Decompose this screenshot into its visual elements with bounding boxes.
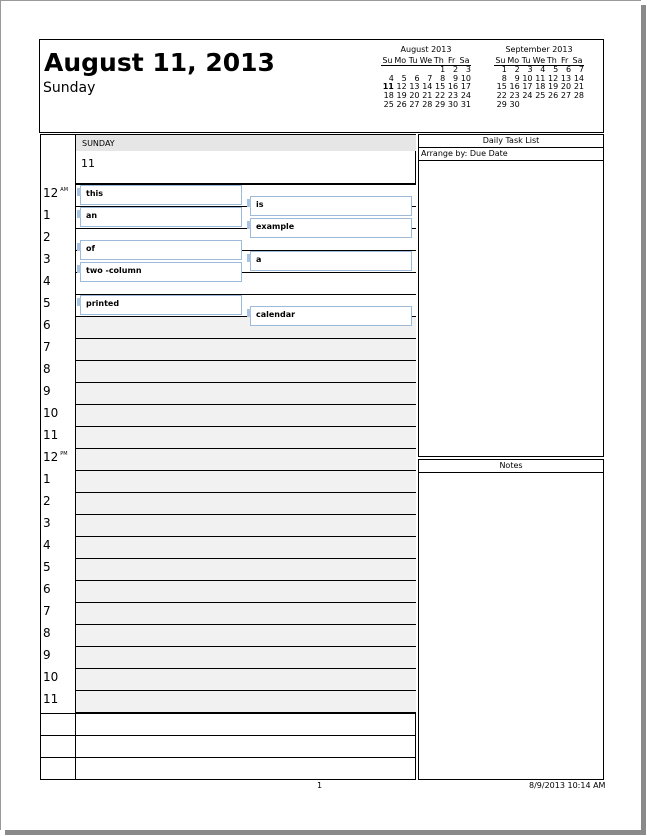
hour-label: 4 (43, 274, 51, 288)
day-schedule (40, 134, 416, 780)
calendar-day[interactable]: 2 (514, 65, 520, 75)
hour-label: 2 (43, 494, 51, 508)
weekday-header: Sa (459, 55, 470, 65)
page-number: 1 (317, 781, 323, 790)
calendar-event[interactable] (80, 185, 242, 205)
task-list-title: Daily Task List (419, 135, 603, 148)
time-slot[interactable] (76, 581, 416, 603)
hour-label: 4 (43, 538, 51, 552)
calendar-day[interactable]: 11 (382, 82, 394, 92)
hour-label: 12 $^{PM}$ (43, 450, 68, 464)
mini-calendar-grid (381, 57, 471, 110)
calendar-day[interactable]: 9 (514, 73, 520, 83)
calendar-day[interactable]: 7 (578, 65, 584, 75)
weekday-header: Mo (507, 55, 520, 65)
time-slot[interactable] (76, 405, 416, 427)
calendar-day[interactable]: 26 (396, 99, 407, 109)
hour-label: 12 $^{AM}$ (43, 186, 69, 200)
calendar-day[interactable]: 30 (447, 99, 459, 109)
hour-label: 9 (43, 648, 51, 662)
calendar-day[interactable] (545, 101, 558, 110)
event-label: of (86, 244, 95, 253)
day-name: SUNDAY (76, 135, 416, 151)
calendar-event[interactable] (80, 240, 242, 260)
weekday-header: Fr (445, 57, 458, 66)
calendar-day[interactable]: 25 (535, 90, 546, 100)
calendar-day[interactable]: 29 (496, 99, 507, 109)
day-number: 11 (81, 157, 95, 170)
hour-label: 5 (43, 296, 51, 310)
calendar-day[interactable] (558, 101, 571, 110)
calendar-day[interactable] (571, 101, 584, 110)
time-slot[interactable] (76, 339, 416, 361)
weekday-header: We (419, 55, 433, 65)
calendar-day[interactable]: 7 (427, 73, 433, 83)
notes-title: Notes (419, 460, 603, 473)
event-label: example (256, 222, 295, 231)
hour-label: 5 (43, 560, 51, 574)
calendar-day[interactable]: 15 (496, 82, 507, 92)
calendar-day[interactable]: 8 (440, 73, 446, 83)
calendar-day[interactable]: 27 (409, 99, 420, 109)
calendar-day[interactable]: 4 (388, 73, 394, 83)
calendar-day[interactable]: 17 (460, 82, 471, 92)
event-label: an (86, 211, 98, 220)
hour-label: 11 (43, 428, 59, 442)
calendar-day[interactable]: 3 (465, 65, 471, 75)
hour-label: 7 (43, 604, 51, 618)
weekday-header: Th (546, 55, 557, 65)
calendar-day[interactable]: 21 (422, 90, 433, 100)
calendar-day[interactable]: 4 (540, 65, 546, 75)
calendar-day[interactable]: 17 (522, 82, 533, 92)
time-slot[interactable] (76, 669, 416, 691)
calendar-day[interactable]: 26 (548, 90, 559, 100)
daily-task-list (418, 134, 604, 457)
event-label: this (86, 189, 104, 198)
calendar-day[interactable]: 15 (435, 82, 446, 92)
mini-calendar-next (494, 46, 584, 109)
mini-calendar-title: August 2013 (400, 45, 452, 54)
calendar-day[interactable]: 1 (440, 65, 446, 75)
time-slot[interactable] (76, 427, 416, 449)
calendar-day[interactable]: 23 (447, 90, 459, 100)
time-slot[interactable] (76, 515, 416, 537)
calendar-day[interactable]: 1 (501, 65, 507, 75)
calendar-day[interactable]: 18 (535, 82, 546, 92)
calendar-day[interactable]: 16 (509, 82, 520, 92)
calendar-day[interactable]: 14 (422, 82, 433, 92)
calendar-day[interactable]: 24 (460, 90, 471, 100)
print-timestamp: 8/9/2013 10:14 AM (529, 781, 606, 790)
calendar-day[interactable]: 27 (560, 90, 572, 100)
calendar-day[interactable]: 20 (409, 90, 420, 100)
calendar-day[interactable]: 22 (435, 90, 446, 100)
blank-row (41, 757, 415, 780)
calendar-day[interactable] (520, 101, 533, 110)
weekday-header: Su (495, 55, 506, 65)
calendar-day[interactable]: 10 (460, 73, 471, 83)
hour-label: 7 (43, 340, 51, 354)
time-slot[interactable] (76, 647, 416, 669)
calendar-day[interactable]: 20 (560, 82, 572, 92)
time-slot[interactable] (76, 691, 416, 713)
notes-panel (418, 459, 604, 780)
time-grid (75, 185, 416, 713)
calendar-day[interactable]: 30 (509, 99, 520, 109)
hour-label: 6 (43, 582, 51, 596)
time-slot[interactable] (76, 383, 416, 405)
mini-calendar-current (381, 46, 471, 109)
hour-label: 9 (43, 384, 51, 398)
weekday-header: Su (382, 55, 393, 65)
hour-label: 11 (43, 692, 59, 706)
calendar-day[interactable]: 8 (501, 73, 507, 83)
hour-label: 3 (43, 252, 51, 266)
calendar-day[interactable]: 23 (509, 90, 520, 100)
task-list-arrange: Arrange by: Due Date (419, 148, 603, 161)
time-slot[interactable] (76, 537, 416, 559)
calendar-day[interactable]: 24 (522, 90, 533, 100)
hour-label: 8 (43, 362, 51, 376)
hour-label: 3 (43, 516, 51, 530)
calendar-day[interactable]: 10 (522, 73, 533, 83)
calendar-event[interactable] (250, 218, 412, 238)
calendar-day[interactable] (533, 101, 546, 110)
calendar-day[interactable]: 16 (447, 82, 459, 92)
calendar-day[interactable]: 18 (383, 90, 394, 100)
calendar-day[interactable]: 25 (383, 99, 394, 109)
hour-label: 8 (43, 626, 51, 640)
calendar-day[interactable]: 21 (573, 82, 584, 92)
calendar-event[interactable] (250, 251, 412, 271)
calendar-day[interactable]: 12 (396, 82, 407, 92)
event-label: printed (86, 299, 120, 308)
time-slot[interactable] (76, 361, 416, 383)
weekday-header: Mo (394, 55, 407, 65)
calendar-day[interactable]: 31 (460, 99, 471, 109)
weekday-header: Th (433, 55, 444, 65)
weekday-header: Fr (558, 57, 571, 66)
calendar-day[interactable]: 13 (409, 82, 420, 92)
day-header (75, 135, 416, 185)
calendar-day[interactable]: 14 (573, 73, 584, 83)
calendar-day[interactable]: 5 (553, 65, 559, 75)
calendar-event[interactable] (80, 207, 242, 227)
date-header (39, 39, 604, 133)
weekday-header: Tu (520, 57, 533, 66)
calendar-day[interactable]: 11 (535, 73, 546, 83)
hour-label: 10 (43, 406, 59, 420)
time-slot[interactable] (76, 493, 416, 515)
calendar-event[interactable] (250, 196, 412, 216)
time-slot[interactable] (76, 449, 416, 471)
blank-row (41, 735, 415, 758)
calendar-day[interactable]: 2 (452, 65, 459, 75)
page-title: August 11, 2013 (44, 48, 275, 77)
calendar-event[interactable] (80, 295, 242, 315)
time-slot[interactable] (76, 559, 416, 581)
time-slot[interactable] (76, 603, 416, 625)
mini-calendar-title: September 2013 (505, 45, 573, 54)
hour-label: 1 (43, 472, 51, 486)
weekday-header: We (532, 55, 546, 65)
calendar-event[interactable] (80, 262, 242, 282)
calendar-day[interactable]: 22 (496, 90, 507, 100)
mini-calendar-grid (494, 57, 584, 110)
calendar-day[interactable]: 9 (452, 73, 459, 83)
weekday-header: Sa (572, 55, 583, 65)
calendar-day[interactable]: 6 (565, 65, 572, 75)
calendar-day[interactable]: 29 (435, 99, 446, 109)
weekday-subtitle: Sunday (43, 80, 96, 96)
event-label: is (256, 200, 264, 209)
event-label: a (256, 255, 262, 264)
hour-label: 6 (43, 318, 51, 332)
time-slot[interactable] (76, 471, 416, 493)
calendar-day[interactable]: 13 (560, 73, 572, 83)
calendar-day[interactable]: 19 (396, 90, 407, 100)
event-label: calendar (256, 310, 296, 319)
event-label: two -column (86, 266, 142, 275)
calendar-day[interactable]: 3 (527, 65, 533, 75)
calendar-day[interactable]: 12 (548, 73, 559, 83)
time-slot[interactable] (76, 625, 416, 647)
calendar-event[interactable] (250, 306, 412, 326)
calendar-day[interactable]: 28 (573, 90, 584, 100)
calendar-day[interactable]: 19 (548, 82, 559, 92)
blank-row (41, 713, 415, 736)
calendar-day[interactable]: 28 (422, 99, 433, 109)
weekday-header: Tu (407, 57, 420, 66)
hour-label: 1 (43, 208, 51, 222)
hour-label: 10 (43, 670, 59, 684)
calendar-day[interactable]: 5 (401, 73, 407, 83)
calendar-day[interactable]: 6 (414, 73, 420, 83)
hour-label: 2 (43, 230, 51, 244)
